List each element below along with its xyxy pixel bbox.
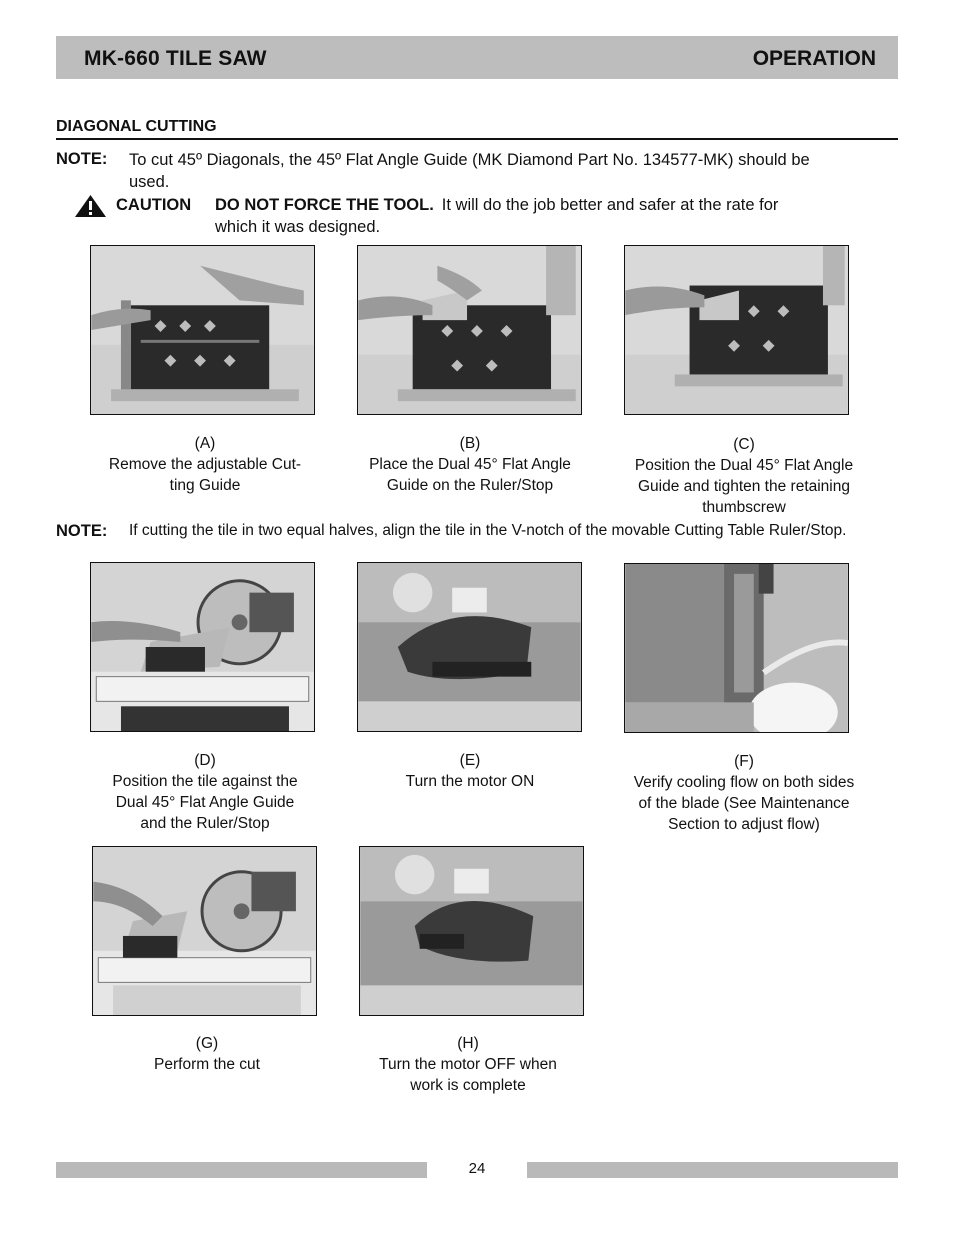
caption-a (80, 433, 330, 496)
caption-line: ting Guide (169, 477, 241, 494)
photo-f (624, 563, 849, 733)
photo-d (90, 562, 315, 732)
caption-line: Remove the adjustable Cut- (108, 456, 302, 473)
caption-letter: (E) (459, 752, 481, 769)
page-number: 24 (468, 1160, 486, 1177)
note-text: If cutting the tile in two equal halves, align the tile in the V-notch of the movable Cutting Table Ruler/Stop. (129, 522, 847, 539)
caution-text (215, 194, 885, 238)
caption-line: Section to adjust flow) (668, 816, 820, 833)
caption-c (619, 434, 869, 518)
caption-line: Verify cooling flow on both sides (633, 774, 855, 791)
note-label: NOTE: (56, 150, 108, 168)
photo-b (357, 245, 582, 415)
caption-letter: (F) (734, 753, 754, 770)
caution-text-line1: It will do the job better and safer at the rate for (441, 196, 779, 214)
caption-e (345, 750, 595, 792)
caption-line: Perform the cut (154, 1056, 260, 1073)
caption-line: thumbscrew (702, 499, 786, 516)
note-label: NOTE: (56, 522, 108, 540)
caption-line: Position the tile against the (112, 773, 298, 790)
caption-f (619, 751, 869, 835)
caption-letter: (C) (733, 436, 755, 453)
caption-line: Place the Dual 45° Flat Angle (369, 456, 571, 473)
caption-line: of the blade (See Maintenance (638, 795, 850, 812)
caption-line: Turn the motor ON (405, 773, 535, 790)
footer-bar-right (527, 1162, 898, 1178)
caption-letter: (D) (194, 752, 216, 769)
caption-b (345, 433, 595, 496)
caption-g (82, 1033, 332, 1075)
photo-e (357, 562, 582, 732)
note-text-line1: To cut 45º Diagonals, the 45º Flat Angle Guide (MK Diamond Part No. 134577-MK) should be (129, 151, 810, 169)
caption-letter: (A) (194, 435, 216, 452)
caption-letter: (G) (195, 1035, 219, 1052)
section-title: OPERATION (752, 47, 876, 70)
caption-line: work is complete (410, 1077, 526, 1094)
caption-line: Dual 45° Flat Angle Guide (115, 794, 295, 811)
section-divider (56, 138, 898, 140)
caption-line: Turn the motor OFF when (379, 1056, 557, 1073)
caption-line: Guide on the Ruler/Stop (386, 477, 554, 494)
photo-a (90, 245, 315, 415)
caption-line: Position the Dual 45° Flat Angle (634, 457, 854, 474)
caution-label: CAUTION (116, 196, 192, 214)
photo-c (624, 245, 849, 415)
footer-bar-left (56, 1162, 427, 1178)
header-bar (56, 36, 898, 79)
note-text-line2: used. (129, 173, 170, 191)
caution-text-line2: which it was designed. (215, 218, 381, 236)
warning-icon (74, 194, 107, 223)
section-heading: DIAGONAL CUTTING (56, 118, 217, 135)
caption-line: Guide and tighten the retaining (638, 478, 850, 495)
caption-line: and the Ruler/Stop (140, 815, 270, 832)
caption-letter: (H) (457, 1035, 479, 1052)
caption-h (343, 1033, 593, 1096)
caption-letter: (B) (459, 435, 481, 452)
product-title: MK-660 TILE SAW (84, 47, 267, 70)
caution-strong: DO NOT FORCE THE TOOL. (215, 196, 434, 214)
photo-h (359, 846, 584, 1016)
photo-g (92, 846, 317, 1016)
caption-d (80, 750, 330, 834)
